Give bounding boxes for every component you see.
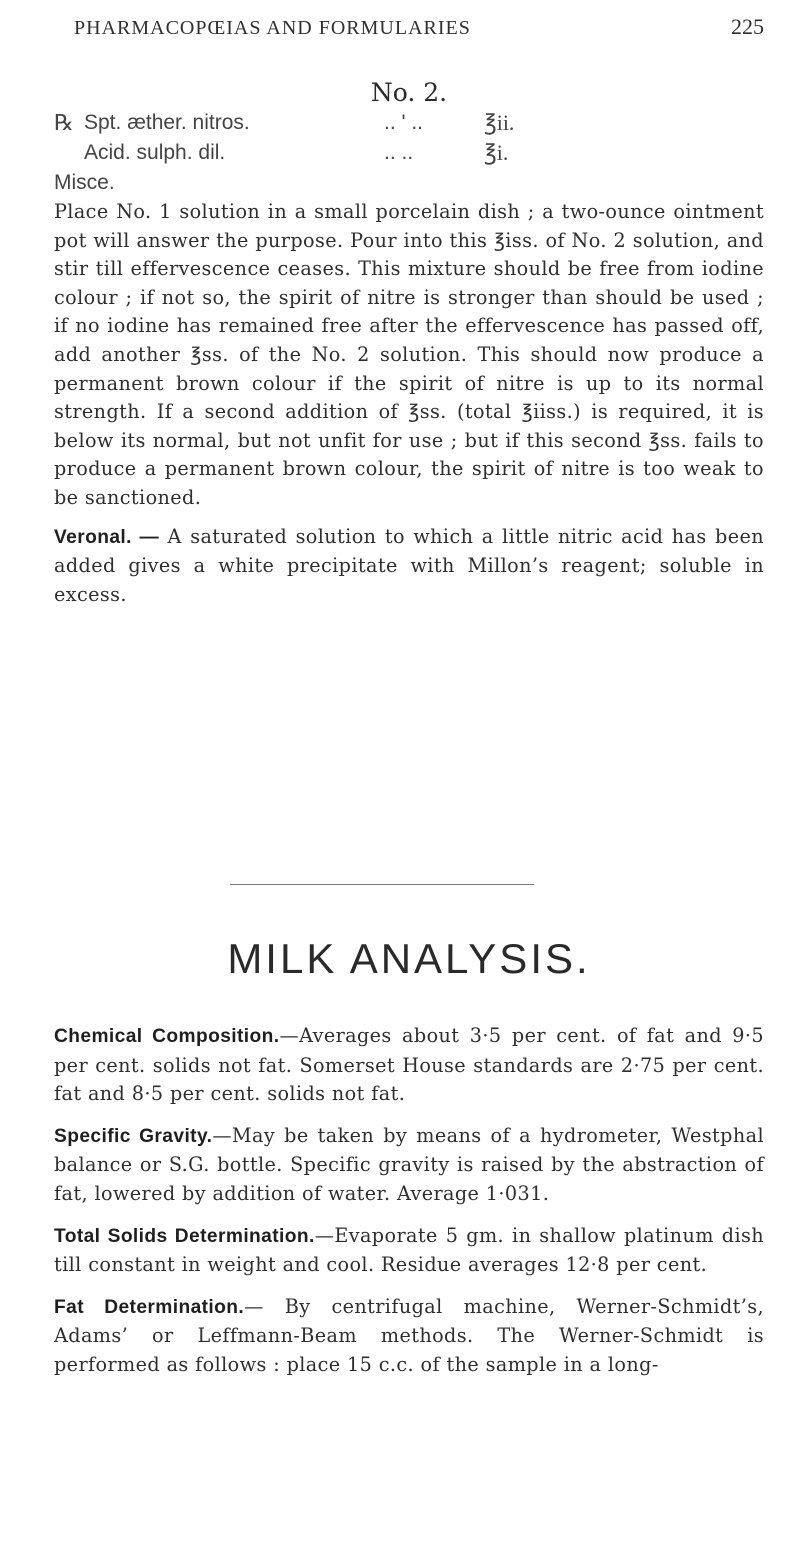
prescription-line: [54, 138, 764, 168]
gravity-paragraph: [54, 1122, 764, 1209]
running-head: [54, 14, 764, 58]
veronal-text: A saturated solution to which a little nitric acid has been added gives a white precipitate with Millon’s reagent; soluble in excess.: [54, 524, 765, 606]
composition-paragraph: [54, 1022, 764, 1109]
book-page: [54, 14, 764, 609]
misce-instruction: Misce.: [54, 171, 115, 194]
procedure-paragraph: Place No. 1 solution in a small porcelain dish ; a two-ounce ointment pot will answer the purpose. Pour into this ℥iss. of No. 2 solution, and stir till effervescence ceases. This mixture should be free from iodine colour ; if not so, the spirit of nitre is stronger than should be used ; if no iodine has remained free after the effervescence has passed off, add another ℥ss. of the No. 2 solution. This should now produce a permanent brown colour if the spirit of nitre is up to its normal strength. If a second addition of ℥ss. (total ℥iiss.) is required, it is below its normal, but not unfit for use ; but if this second ℥ss. fails to produce a permanent brown colour, the spirit of nitre is too weak to be sanctioned.: [54, 200, 764, 509]
paragraph-lead: Fat Determination.: [54, 1296, 245, 1318]
ingredient-name: Spt. æther. nitros.: [84, 111, 250, 134]
paragraph-text: —Evaporate 5 gm. in shallow platinum dish till constant in weight and cool. Residue averages 12·8 per cent.: [54, 1223, 764, 1277]
ingredient-dose: ℥ii.: [484, 110, 515, 135]
section-heading: MILK ANALYSIS.: [227, 935, 591, 982]
prescription: [54, 108, 764, 198]
veronal-paragraph: [54, 523, 764, 610]
paragraph-lead: Specific Gravity.: [54, 1125, 213, 1147]
divider-rule: [230, 884, 534, 885]
fat-paragraph: [54, 1293, 764, 1380]
running-title: PHARMACOPŒIAS AND FORMULARIES: [74, 17, 471, 39]
paragraph-lead: Chemical Composition.: [54, 1026, 280, 1047]
leader-dots: .. ..: [384, 141, 414, 164]
recipe-symbol: ℞: [54, 110, 74, 135]
solids-paragraph: [54, 1222, 764, 1280]
ingredient-dose: ℥i.: [484, 140, 509, 165]
ingredient-name: Acid. sulph. dil.: [84, 141, 226, 164]
page-number: 225: [731, 14, 764, 39]
paragraph-text: —May be taken by means of a hydrometer, Westphal balance or S.G. bottle. Specific gravity is raised by the abstraction of fat, lowered by addition of water. Average 1·031.: [54, 1123, 764, 1205]
paragraph-text: — By centrifugal machine, Werner-Schmidt’s, Adams’ or Leffmann-Beam methods. The Werner-Schmidt is performed as follows : place 15 c.c. of the sample in a long-: [54, 1294, 764, 1376]
prescription-line: [54, 168, 764, 198]
leader-dots: .. ' ..: [384, 111, 424, 134]
formula-title: No. 2.: [370, 78, 448, 107]
veronal-lead: Veronal. —: [54, 526, 160, 548]
paragraph-text: —Averages about 3·5 per cent. of fat and 9·5 per cent. solids not fat. Somerset House standards are 2·75 per cent. fat and 8·5 per cent. solids not fat.: [54, 1024, 764, 1106]
milk-analysis-section: [54, 1022, 764, 1380]
prescription-line: [54, 108, 764, 138]
paragraph-lead: Total Solids Determination.: [54, 1225, 315, 1247]
